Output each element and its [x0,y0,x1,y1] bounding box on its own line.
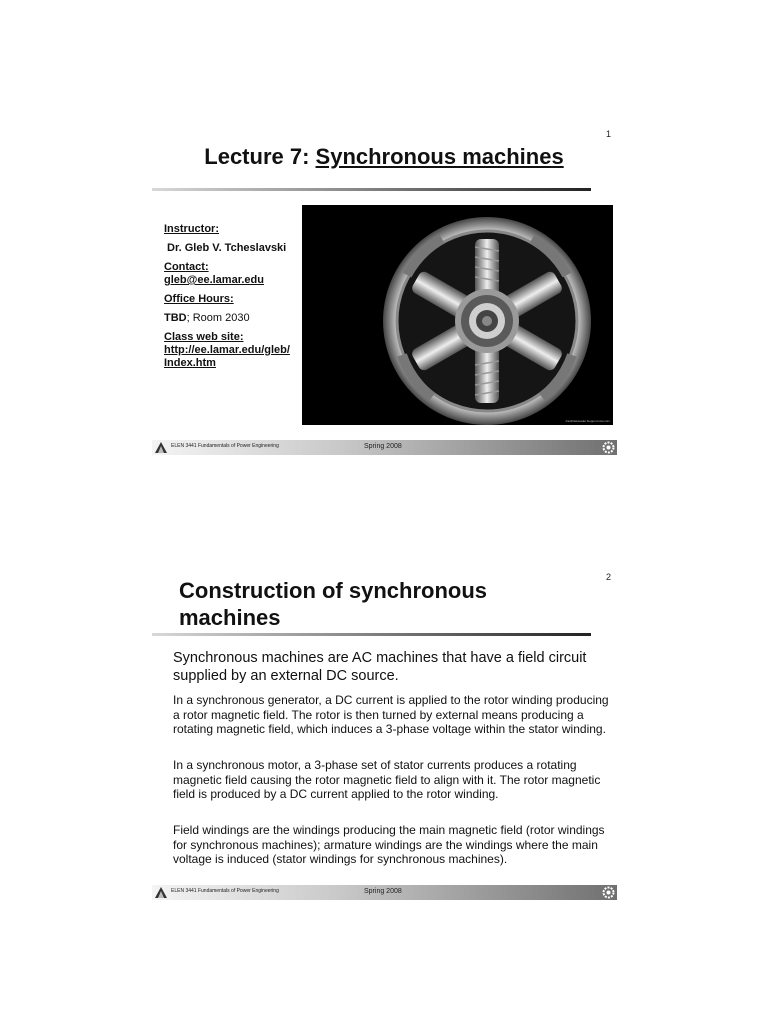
page-number-2: 2 [606,572,612,582]
website-url-line1[interactable]: http://ee.lamar.edu/gleb/ [164,344,290,356]
footer-term: Spring 2008 [364,443,402,450]
construction-title [179,577,559,631]
windings-paragraph: Field windings are the windings producing the main magnetic field (rotor windings for synchronous machines); armature windings are the windings where the main voltage is induced (stator windings for synchronous machines). [173,823,605,866]
contact-email-link[interactable]: gleb@ee.lamar.edu [164,274,264,286]
website-label: Class web site: [164,331,244,343]
title-divider-2 [152,633,591,636]
lecture-title-prefix: Lecture 7: [204,144,316,169]
slide-footer-2 [152,885,617,900]
instructor-info [164,223,304,370]
footer-course: ELEN 3441 Fundamentals of Power Engineering [171,443,279,449]
office-hours-tbd: TBD [164,312,187,324]
generator-paragraph: In a synchronous generator, a DC current is applied to the rotor winding producing a rotor magnetic field. The rotor is then turned by external means producing a rotating magnetic field, which induces a 3-phase voltage within the stator winding. [173,693,609,736]
slide-footer [152,440,617,455]
instructor-label: Instructor: [164,223,219,235]
website-url-line2[interactable]: Index.htm [164,357,216,369]
lecture-title [0,144,768,170]
university-logo-icon [155,887,167,898]
slide-1 [0,0,768,470]
footer-course: ELEN 3441 Fundamentals of Power Engineering [171,888,279,894]
lecture-title-main: Synchronous machines [315,144,564,169]
lead-paragraph: Synchronous machines are AC machines that have a field circuit supplied by an external DC source. [173,650,587,684]
gear-icon [602,886,615,899]
title-divider [152,188,591,191]
university-logo-icon [155,442,167,453]
photo-credit: FastFileHeader.fsupport.ntet.com [565,419,610,423]
instructor-name: Dr. Gleb V. Tcheslavski [167,242,287,254]
gear-icon [602,441,615,454]
motor-paragraph: In a synchronous motor, a 3-phase set of stator currents produces a rotating magnetic field causing the rotor magnetic field to align with it. The rotor magnetic field is produced by a DC current applied to the rotor winding. [173,758,601,801]
synchronous-machine-photo [302,205,613,425]
office-hours-room: ; Room 2030 [186,312,250,324]
footer-term: Spring 2008 [364,888,402,895]
page-number: 1 [606,129,612,139]
construction-title-line1: Construction of synchronous [179,578,487,603]
machine-illustration [302,205,613,425]
office-hours-label: Office Hours: [164,293,234,305]
office-hours-value [164,312,304,325]
construction-title-line2: machines [179,605,281,630]
contact-label: Contact: [164,261,209,273]
